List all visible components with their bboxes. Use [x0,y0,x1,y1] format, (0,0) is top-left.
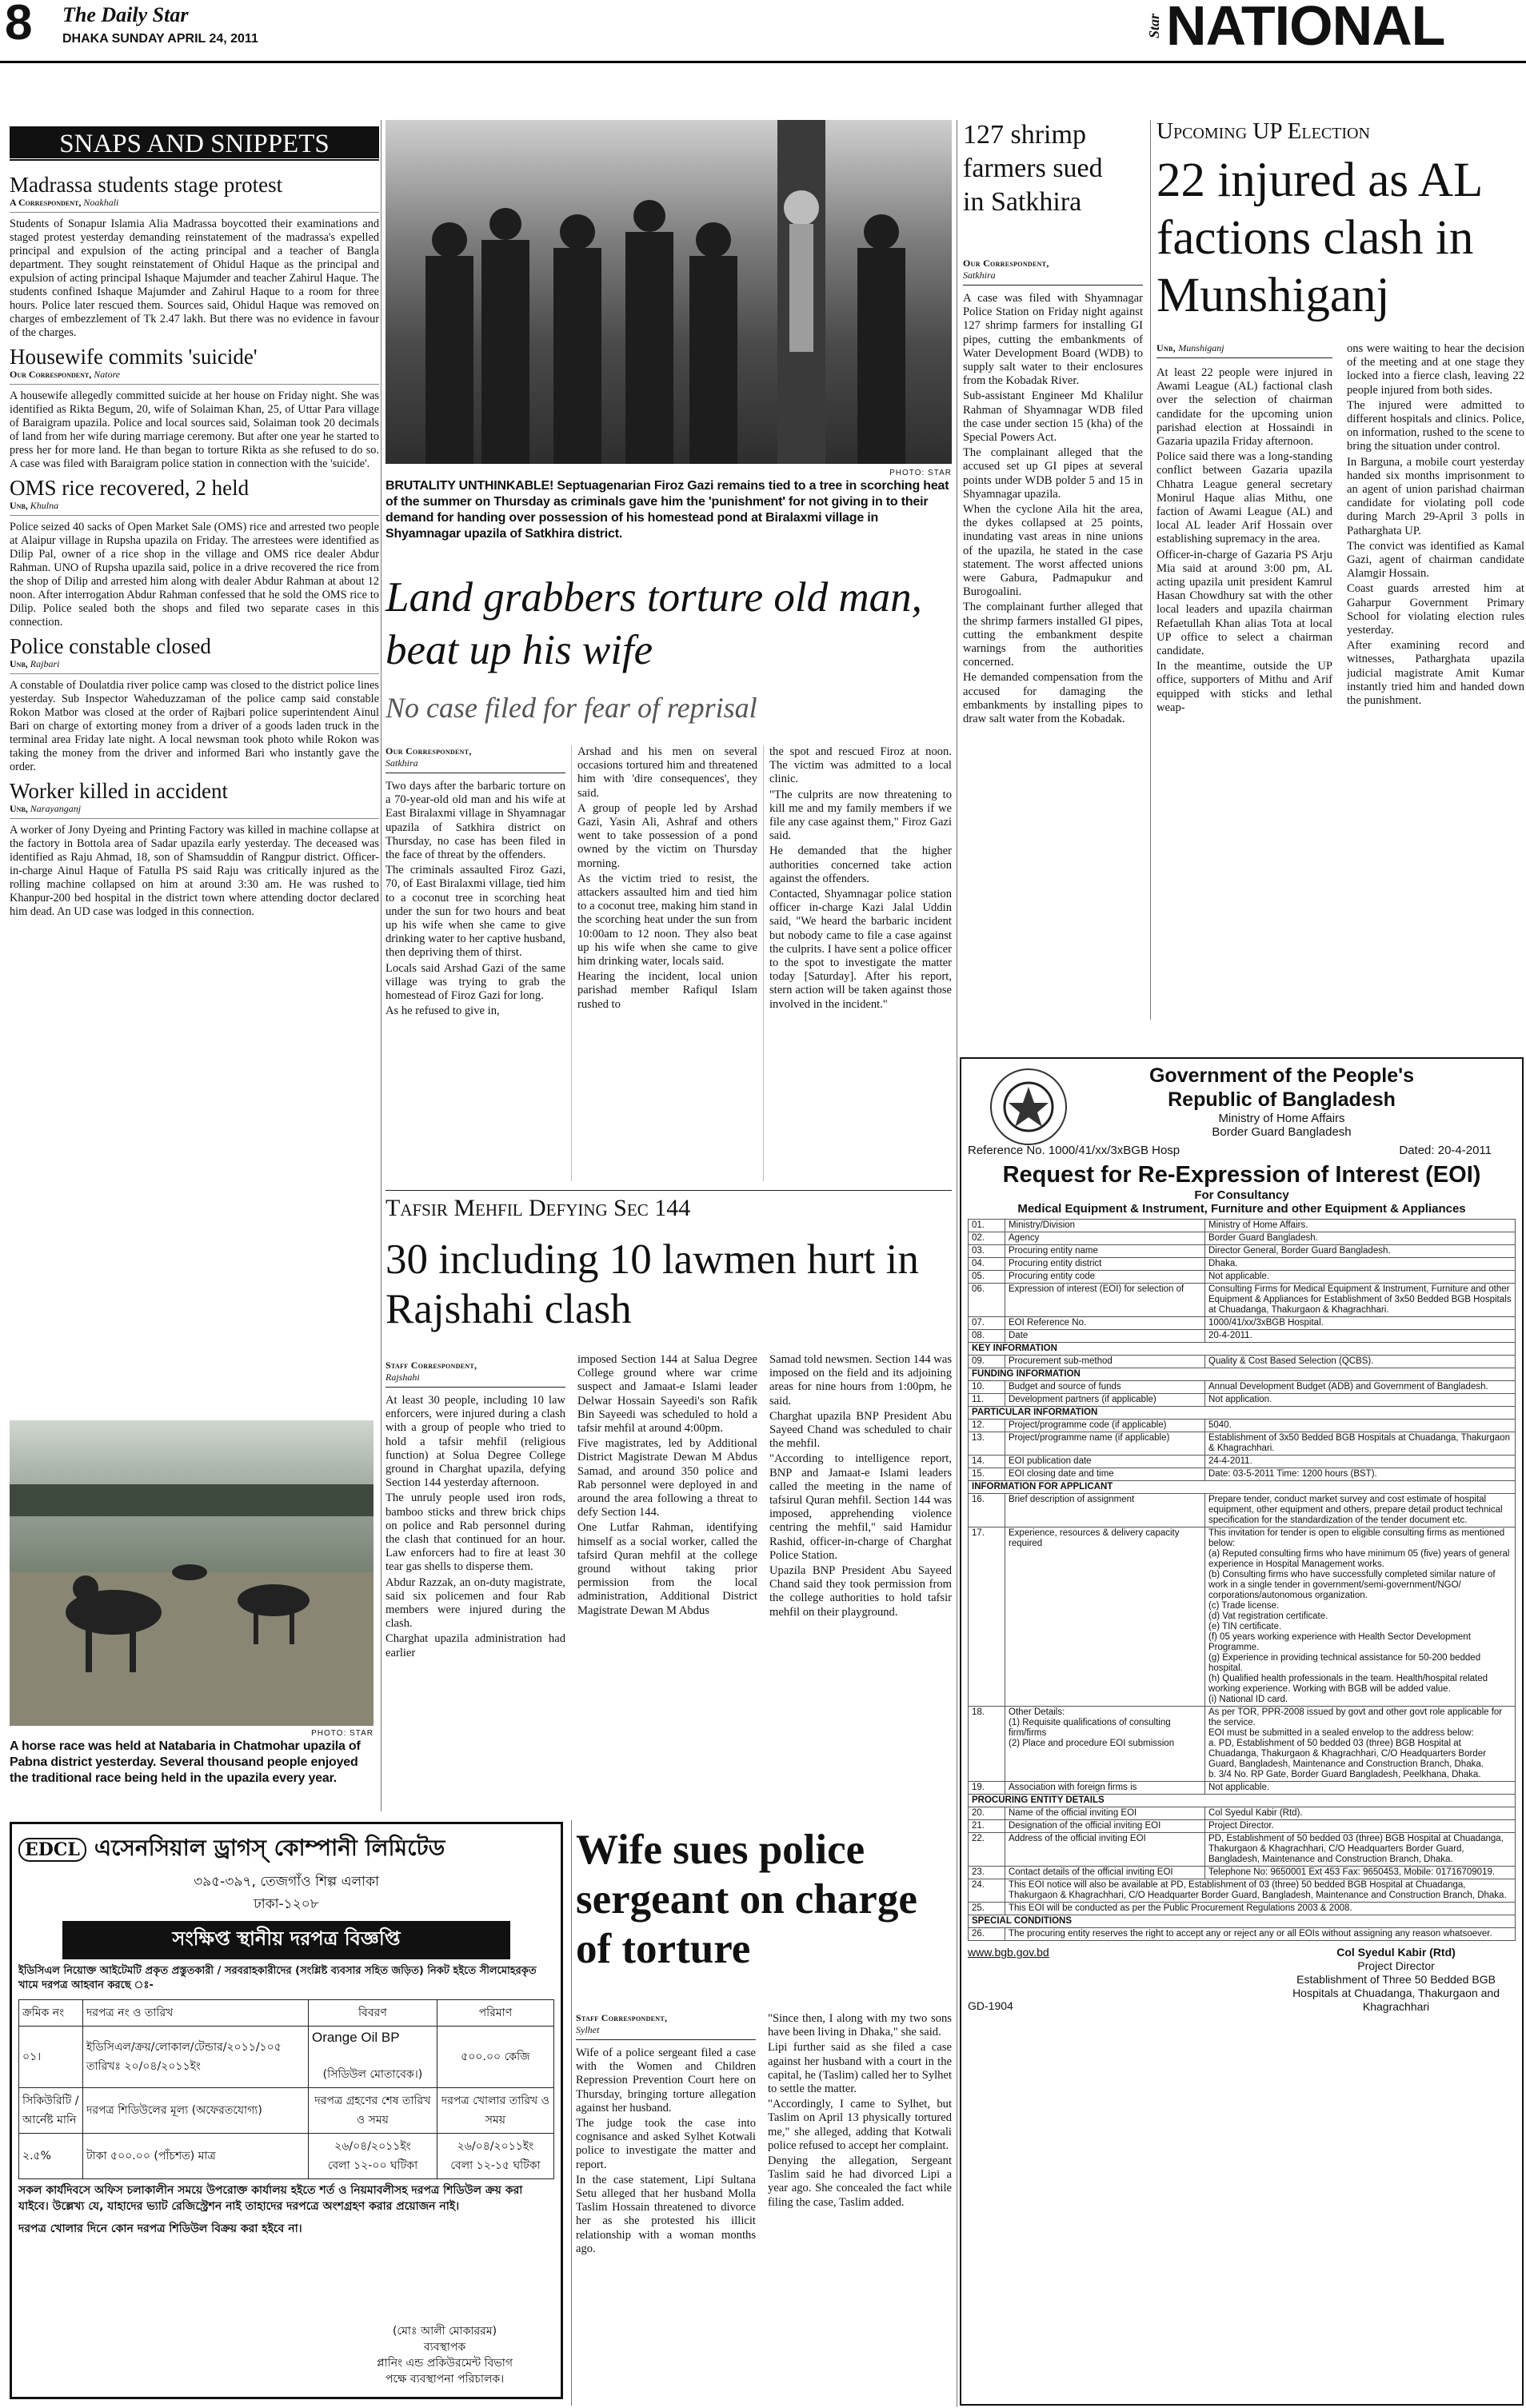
story-para: The injured were admitted to different hospitals and clinics. Police, on information, rushed to the scene to bring the situation under control. [1347,398,1524,453]
gov-line-2: Republic of Bangladesh [1168,1088,1396,1111]
story-para: Hearing the incident, local union parishad member Rafiqul Islam rushed to [577,970,757,1011]
eoi-ad: Government of the People's Republic of Bangladesh Ministry of Home Affairs Border Guard Bangladesh Reference No. 1000/41/xx/3xBGB Hosp Dated: 20-4-2011 Request for Re-Expression of Interest (EOI) For Consultancy Medical Equipment & Instrument, Furniture and other Equipment & Appliances 01. Ministry/Division Ministry of Home Affairs. 02. Agency Border Guard Bangladesh. 03. Procuring entity name Director General, Border Guard Bangladesh. 04. Procuring entity district Dhaka. 05. Procuring entity code Not applicable. 06. Expression of interest (EOI) for selection of Consulting Firms for Medical Equipment & Instrument, Furniture and other Equipment & Appliances for Establishment of 3x50 Bedded BGB Hospitals at Chuadanga, Thakurgaon & Khagrachhari. 07. EOI Reference No. 1000/41/xx/3xBGB Hospital. 08. Date 20-4-2011. KEY INFORMATION 09. Procurement sub-method Quality & Cost Based Selection (QCBS). FUNDING INFORMATION 10. Budget and source of funds Annual Development Budget (ADB) and Government of Bangladesh. 11. Development partners (if applicable) Not application. PARTICULAR INFORMATION 12. Project/programme code (if applicable) 5040. 13. Project/programme name (if applicable) Establishment of 3x50 Bedded BGB Hospitals at Chuadanga, Thakurgaon & Khagrachhari. 14. EOI publication date 24-4-2011. 15. EOI closing date and time Date: 03-5-2011 Time: 1200 hours (BST). INFORMATION FOR APPLICANT 16. Brief description of assignment Prepare tender, conduct market survey and cost estimate of hospital equipment, other equipment and others, prepare detail product technical specification for the standardization of the tender document etc. 17. Experience, resources & delivery capacity required This invitation for tender is open to eligible consulting firms as mentioned below: (a) Reputed consulting firms who have minimum 05 (five) years of general experience in Hospital Management works. (b) Consulting firms who have successfully completed similar nature of work in a single tender in government/semi-government/NGO/ corporations/autonomous organization. (c) Trade license. (d) Vat registration certificate. (e) TIN certificate. (f) 05 years working experience with Health Sector Development Programme. (g) Experience in providing technical assistance for 50-200 bedded hospital. (h) Qualified health professionals in the team. Health/hospital related working experience. Working with BGB will be added value. (i) National ID card. 18. Other Details: (1) Requisite qualifications of consulting firm/firms (2) Place and procedure EOI submission As per TOR, PPR-2008 issued by govt and other govt role applicable for the service. EOI must be submitted in a sealed envelop to the address below: a. PD, Establishment of 50 bedded 03 (three) BGB Hospital at Chuadanga, Thakurgaon & Khagrachhari, C/O Headquarters Border Guard, Bangladesh, Maintenance and Construction Branch, Dhaka. b. 3/4 No. RP Gate, Border Guard Bangladesh, Peelkhana, Dhaka. 19. Association with foreign firms is Not applicable. PROCURING ENTITY DETAILS 20. Name of the official inviting EOI Col Syedul Kabir (Rtd). 21. Designation of the official inviting EOI Project Director. 22. Address of the official inviting EOI PD, Establishment of 50 bedded 03 (three) BGB Hospital at Chuadanga, Thakurgaon & Khagrachhari, C/O Headquarters Border Guard, Bangladesh, Maintenance and Construction Branch, Dhaka. 23. Contact details of the official inviting EOI Telephone No: 9650001 Ext 453 Fax: 9650453, Mobile: 01716709019. 24. This EOI notice will also be available at PD, Establishment of 03 (three) 50 bedded BGB Hospital at Chuadanga, Thakurgaon & Khagrachhari, C/O Headquarter Border Guard, Bangladesh, Maintenance and Construction Branch, Dhaka. 25. This EOI will be conducted as per the Public Procurement Regulations 2003 & 2008. SPECIAL CONDITIONS 26. The procuring entity reserves the right to accept any or reject any or all EOIs without assigning any reason whatsoever. www.bgb.gov.bd GD-1904 Col Syedul Kabir (Rtd) Project Director Establishment of Three 50 Bedded BGB Hospitals at Chuadanga, Thakurgaon and Khagrachhari [960,1057,1524,2406]
tender-note2: দরপত্র খোলার দিনে কোন দরপত্র শিডিউল বিক্রয় করা হইবে না। [18,2222,302,2235]
story-para: Five magistrates, led by Additional District Magistrate Dewan M Abdus Samad, and around 350 police and Rab personnel were deployed in and around the area following a threat to defy Section 144. [577,1437,757,1519]
story-para: In the meantime, outside the UP office, supporters of Mithu and Arif equipped with sticks and lethal weap- [1156,660,1332,714]
snap-body: Students of Sonapur Islamia Alia Madrassa boycotted their examinations and staged protest yesterday demanding reinstatement of the madrassa's expelled principal and expulsion of the acting principal and a teacher of Bangla department. They sought reinstatement of Ohidul Haque as the principal and expulsion of acting principal Ishaque Majumder and teacher Zahirul Haque. The students confined Ishaque Majumder and Zahirul Haque to a room for three hours. Police later rescued them. Sources said, Ohidul Haque was removed on charges of embezzlement of Tk 2.47 lakh. But there was no evidence in favour of the charges. [10,218,379,339]
snaps-column [10,126,379,1410]
eoi-title: Request for Re-Expression of Interest (EOI) [1002,1162,1481,1188]
company-name: এসেনসিয়াল ড্রাগস্ কোম্পানী লিমিটেড [94,1835,445,1861]
eoi-row: 23. Contact details of the official inviting EOI Telephone No: 9650001 Ext 453 Fax: 9650453, Mobile: 01716709019. [969,1867,1516,1879]
story-para: The criminals assaulted Firoz Gazi, 70, of East Biralaxmi village, tied him to a coconut tree in scorching heat under the sun for two hours and beat up his wife when she came to give drinking water to her captive husband, then depriving them of thirst. [385,864,565,960]
section-title: NATIONAL [1166,0,1445,57]
story-para: One Lutfar Rahman, identifying himself as a social worker, called the tafsird Quran mehfil at the college ground without taking prior permission from the local administration, Additional District Magistrate Dewan M Abdus [577,1521,757,1617]
snap-body: A constable of Doulatdia river police camp was closed to the district police lines yesterday. Sub Inspector Waheduzzaman of the police camp said constable Rokon Matbor was closed at the order of Rajbari police superintendent Ainul Bari on charge of extorting money from a driver of a goods laden truck in the terminal area Friday late night. A local newsman took photo while Rokon was taking the money from the driver and informed Bari who instantly gave the order. [10,679,379,773]
eoi-section-row: FUNDING INFORMATION [969,1368,1516,1381]
ad-code: GD-1904 [968,1999,1013,2012]
story-para: imposed Section 144 at Salua Degree College ground where war crime suspect and Jamaat-e Islami leader Delwar Hossain Sayeedi's son Rafik Bin Sayeedi was scheduled to hold a tafsir mehfil at around 4:00pm. [577,1353,757,1436]
eoi-row: 20. Name of the official inviting EOI Col Syedul Kabir (Rtd). [969,1807,1516,1820]
tafsir-kicker: Tafsir Mehfil Defying Sec 144 [385,1195,691,1221]
story-para: In Barguna, a mobile court yesterday handed six months imprisonment to an agent of union parishad chairman candidate for violating poll code during March 29-April 3 polls in Patharghata UP. [1347,455,1524,537]
story-para: When the cyclone Aila hit the area, the dykes collapsed at 25 points, inundating vast areas in nine unions of the upazila, he stated in the case statement. The worst affected unions were Gabura, Padmapukur and Burogoalini. [963,503,1143,599]
story-para: Contacted, Shyamnagar police station officer in-charge Kazi Jalal Uddin said, "We heard the barbaric incident but nobody came to file a case against the culprits. I have sent a police officer to the spot to investigate the matter today [Saturday]. After his report, stern action will be taken against those involved in the incident." [769,888,952,1011]
land-col-2 [577,745,757,1209]
story-para: Lipi further said as she filed a case against her husband with a court in the capital, he (Taslim) called her to Sylhet to settle the matter. [768,2041,952,2096]
story-para: Arshad and his men on several occasions tortured him and threatened him with 'dire consequences', they said. [577,745,757,800]
eoi-row: 13. Project/programme name (if applicable) Establishment of 3x50 Bedded BGB Hospitals at Chuadanga, Thakurgaon & Khagrachhari. [969,1432,1516,1456]
edcl-logo: EDCL [18,1838,86,1862]
eoi-section-row: KEY INFORMATION [969,1343,1516,1356]
address-line-2: ঢাকা-১২০৮ [254,1896,319,1912]
story-para: "The culprits are now threatening to kill me and my family members if we file any case against them," Firoz Gazi said. [769,788,952,843]
story-para: After examining record and witnesses, Patharghata upazila judicial magistrate Amit Kumar instantly tried him and handed down the punishment. [1347,639,1524,708]
story-para: The unruly people used iron rods, bamboo sticks and threw brick chips on police and Rab personnel during the clash that continued for an hour. Law enforcers had to fire at least 30 tear gas shells to disperse them. [385,1492,565,1574]
snap-headline: Housewife commits 'suicide' [10,345,258,369]
page-number: 8 [5,0,33,50]
horse-race-caption: A horse race was held at Natabaria in Chatmohar upazila of Pabna district yesterday. Several thousand people enjoyed the traditional race being held in the upazila every year. [10,1739,361,1785]
wife-sues-headline: Wife sues police sergeant on charge of torture [576,1827,917,1972]
story-para: The complainant alleged that the accused set up GI pipes at several points under WDB polder 5 and 15 in Shyamnagar upazila. [963,446,1143,501]
snap-headline: OMS rice recovered, 2 held [10,476,250,500]
eoi-section-row: INFORMATION FOR APPLICANT [969,1481,1516,1494]
brutality-photo [385,120,952,464]
tender-signature: (মোঃ আলী মোকাররম) ব্যবস্থাপক প্লানিং এন্ড প্রকিউরমেন্ট বিভাগ পক্ষে ব্যবস্থাপনা পরিচালক। [377,2325,513,2386]
eoi-for: For Consultancy [1194,1188,1289,1202]
shrimp-col: Our Correspondent, Satkhira A case was filed with Shyamnagar Police Station on Friday night against 127 shrimp farmers for installing GI pipes, cutting the embankments of Water Development Board (WDB) to supply salt water to their enclosures from the Kobadak River. Sub-assistant Engineer Md Khalilur Rahman of Shyamnagar WDB filed the case under section 15 (kha) of the Special Powers Act. The complainant alleged that the accused set up GI pipes at several points under WDB polder 5 and 15 in Shyamnagar upazila. When the cyclone Aila hit the area, the dykes collapsed at 25 points, inundating vast areas in nine unions of the upazila, he stated in the case statement. The worst affected unions were Gabura, Padmapukur and Burogoalini. The complainant further alleged that the shrimp farmers installed GI pipes, cutting the embankment despite warnings from the authorities concerned. He demanded compensation from the accused for damaging the embankments by installing pipes to draw salt water from the Kobadak. [963,258,1143,726]
gov-line-1: Government of the People's [1148,1064,1414,1087]
brutality-illustration [385,120,952,464]
tender-title: সংক্ষিপ্ত স্থানীয় দরপত্র বিজ্ঞপ্তি [62,1921,510,1959]
eoi-row: 18. Other Details: (1) Requisite qualifications of consulting firm/firms (2) Place and procedure EOI submission As per TOR, PPR-2008 issued by govt and other govt role applicable for the service. EOI must be submitted in a sealed envelop to the address below: a. PD, Establishment of 50 bedded 03 (three) BGB Hospital at Chuadanga, Thakurgaon & Khagrachhari, C/O Headquarters Border Guard, Bangladesh, Maintenance and Construction Branch, Dhaka. b. 3/4 No. RP Gate, Border Guard Bangladesh, Peelkhana, Dhaka. [969,1707,1516,1782]
tender-intro: ইডিসিএল নিয়োক্ত আইটেমটি প্রকৃত প্রস্তুতকারী / সরবরাহকারীদের (সংশ্লিষ্ট ব্যবসার সহিত জড়িত) নিকট হইতে সীলমোহরকৃত খামে দরপত্র আহবান করছে ঃ- [18,1965,537,1991]
story-para: the spot and rescued Firoz at noon. The victim was admitted to a local clinic. [769,745,952,786]
story-para: "Since then, I along with my two sons have been living in Dhaka," she said. [768,2012,952,2039]
eoi-row: 02. Agency Border Guard Bangladesh. [969,1232,1516,1245]
story-para: The convict was identified as Kamal Gazi, agent of chairman candidate Alamgir Hossain. [1347,539,1524,581]
eoi-row: 25. This EOI will be conducted as per the Public Procurement Regulations 2003 & 2008. [969,1903,1516,1915]
masthead-rule [0,61,1526,63]
horse-race-photo [10,1420,374,1726]
story-para: At least 22 people were injured in Awami League (AL) factional clash over the selection of chairman candidate for the upcoming union parishad election at Hossaindi in Gazaria upazila Friday afternoon. [1156,366,1332,449]
snap-item: Worker killed in accident Unb, Narayanganj A worker of Jony Dyeing and Printing Factory was killed in machine collapse at the factory in Bottola area of Sadar upazila early yesterday. The deceased was identified as Raju Ahmad, 18, son of Shamsuddin of Rangpur district. Officer-in-charge Ainul Haque of Fatulla PS said Raju was critically injured as the rolling machine collapsed on him at around 3:30 am. He was rushed to Khanpur-200 bed hospital in the district town where attending doctor declared him dead. An UD case was lodged in this connection. [10,779,379,918]
snap-headline: Police constable closed [10,634,211,658]
paper-name: The Daily Star [62,3,189,26]
tender-table: ক্রমিক নং দরপত্র নং ও তারিখ বিবরণ পরিমাণ ০১। ইডিসিএল/ক্রয়/লোকাল/টেন্ডার/২০১১/১০৫ তারিখঃ ২০/০৪/২০১১ইং Orange Oil BP (সিডিউল মোতাবেক।) ৫০০.০০ কেজি সিকিউরিটি / আর্নেষ্ট মানি দরপত্র শিডিউলের মূল্য (অফেরতযোগ্য) দরপত্র গ্রহণের শেষ তারিখ ও সময় দরপত্র খোলার তারিখ ও সময় ২.৫% টাকা ৫০০.০০ (পাঁচশত) মাত্র ২৬/০৪/২০১১ইং বেলা ১২-০০ ঘটিকা ২৬/০৪/২০১১ইং বেলা ১২-১৫ ঘটিকা [18,1999,554,2179]
website-link[interactable]: www.bgb.gov.bd [968,1946,1049,1959]
tafsir-col-3 [769,1353,952,1811]
story-para: He demanded that the higher authorities concerned take action against the offenders. [769,845,952,885]
eoi-row: 06. Expression of interest (EOI) for selection of Consulting Firms for Medical Equipment & Instrument, Furniture and other Equipment & Appliances for Establishment of 3x50 Bedded BGB Hospitals at Chuadanga, Thakurgaon & Khagrachhari. [969,1284,1516,1317]
story-para: "According to intelligence report, BNP and Jamaat-e Islami leaders called the meeting in the name of tafsirul Quran mehfil. Section 144 was imposed, apprehending violence centring the mehfil," said Hamidur Rashid, officer-in-charge of Charghat Police Station. [769,1452,952,1562]
bangla-tender-ad [10,1822,563,2399]
story-para: Denying the allegation, Sergeant Taslim said he had divorced Lipi a year ago. She concealed the fact while filing the case, Taslim added. [768,2154,952,2209]
eoi-section-row: SPECIAL CONDITIONS [969,1915,1516,1928]
eoi-row: 22. Address of the official inviting EOI PD, Establishment of 50 bedded 03 (three) BGB Hospital at Chuadanga, Thakurgaon & Khagrachhari, C/O Headquarters Border Guard, Bangladesh, Maintenance and Construction Branch, Dhaka. [969,1833,1516,1867]
story-para: A group of people led by Arshad Gazi, Yasin Ali, Ashraf and others went to take possession of a pond owned by the victim on Thursday morning. [577,801,757,870]
snap-headline: Worker killed in accident [10,779,228,803]
story-para: In the case statement, Lipi Sultana Setu alleged that her husband Molla Taslim Hossain threatened to divorce her as she protested his illicit relationship with a woman months ago. [576,2173,756,2255]
tafsir-headline: 30 including 10 lawmen hurt in Rajshahi clash [385,1236,919,1332]
eoi-row: 11. Development partners (if applicable) Not application. [969,1394,1516,1407]
photo-credit: PHOTO: STAR [889,469,952,477]
story-para: Charghat upazila administration had earlier [385,1632,565,1659]
eoi-section-row: PARTICULAR INFORMATION [969,1407,1516,1420]
snap-body: Police seized 40 sacks of Open Market Sale (OMS) rice and arrested two people at Alaipur village in Rupsha upazila on Friday. The arrestees were identified as Dilip Pal, owner of a rice shop in the village and OMS rice dealer Abdur Rahman. UNO of Rupsha upazila said, police in a drive recovered the rice from the shop of Dilip and arrested him along with dealer Abdur Rahman at about 12 noon. After interrogation Abdur Rahman confessed that he sold the OMS rice to Dilip. Police sealed both the shops and filed two separate cases in this connection. [10,521,379,629]
snap-headline: Madrassa students stage protest [10,173,283,197]
land-grabbers-subhead: No case filed for fear of reprisal [385,692,757,724]
eoi-row: 07. EOI Reference No. 1000/41/xx/3xBGB Hospital. [969,1317,1516,1330]
story-para: Officer-in-charge of Gazaria PS Arju Mia said at around 3:00 pm, AL acting upazila unit president Kamrul Hasan Chowdhury sat with the other local leaders and upazila chairman Refaetullah Khan alias Tota at local UP office to select a chairman candidate. [1156,548,1332,658]
tafsir-col-1: Staff Correspondent, Rajshahi At least 30 people, including 10 law enforcers, were injured during a clash with a group of people who tried to hold a tafsir mehfil (religious function) at Solua Degree College ground in Charghat upazila, defying Section 144 yesterday afternoon. The unruly people used iron rods, bamboo sticks and threw brick chips on police and Rab personnel during the clash that continued for an hour. Law enforcers had to fire at least 30 tear gas shells to disperse them. Abdur Razzak, an on-duty magistrate, said six policemen and four Rab members were injured during the clash. Charghat upazila administration had earlier [385,1360,565,1659]
snaps-banner: SNAPS AND SNIPPETS [10,126,379,162]
tender-notes: সকল কার্যদিবসে অফিস চলাকালীন সময়ে উপরোক্ত কার্যালয় হইতে শর্ত ও নিয়মাবলীসহ দরপত্র শিডিউল ক্রয় করা যাইবে। উল্লেখ্য যে, যাহাদের ভ্যাট রেজিস্ট্রেশন নাই তাহাদের দরপত্রে অংশগ্রহণ করার প্রয়োজন নাই। [18,2184,523,2213]
masthead [0,0,1526,62]
section-star: Star [1146,13,1163,39]
story-para: Police said there was a long-standing conflict between Gazaria upazila Chhatra League general secretary Monirul Haque alias Mithu, one faction of Awami League (AL) and local AL leader Arif Hossain over establishing supremacy in the area. [1156,450,1332,546]
eoi-row: 15. EOI closing date and time Date: 03-5-2011 Time: 1200 hours (BST). [969,1468,1516,1481]
shrimp-headline: 127 shrimp farmers sued in Satkhira [963,120,1103,217]
story-para: Charghat upazila BNP President Abu Sayeed Chand was scheduled to chair the mehfil. [769,1409,952,1451]
eoi-row: 01. Ministry/Division Ministry of Home Affairs. [969,1220,1516,1232]
snap-item: Madrassa students stage protest A Correspondent, Noakhali Students of Sonapur Islamia Alia Madrassa boycotted their examinations and staged protest yesterday demanding reinstatement of the madrassa's expelled principal and expulsion of the acting principal and a teacher of Bangla department. They sought reinstatement of Ohidul Haque as the principal and expulsion of acting principal Ishaque Majumder and teacher Zahirul Haque. The students confined Ishaque Majumder and Zahirul Haque to a room for three hours. Police later rescued them. Sources said, Ohidul Haque was removed on charges of embezzlement of Tk 2.47 lakh. But there was no evidence in favour of the charges. [10,173,379,339]
eoi-row: 03. Procuring entity name Director General, Border Guard Bangladesh. [969,1245,1516,1258]
brutality-caption: BRUTALITY UNTHINKABLE! Septuagenarian Firoz Gazi remains tied to a tree in scorching heat of the summer on Thursday as criminals gave him the 'punishment' for not giving in to their demand for handing over possession of his homestead pond at Biralaxmi village in Shyamnagar upazila of Satkhira district. [385,479,949,541]
up-col-1: Unb, Munshiganj At least 22 people were injured in Awami League (AL) factional clash over the selection of chairman candidate for the upcoming union parishad election at Hossaindi in Gazaria upazila Friday afternoon. Police said there was a long-standing conflict between Gazaria upazila Chhatra League general secretary Monirul Haque alias Mithu, one faction of Awami League (AL) and local AL leader Arif Hossain over establishing supremacy in the area. Officer-in-charge of Gazaria PS Arju Mia said at around 3:00 pm, AL acting upazila unit president Kamrul Hasan Chowdhury sat with the other local leaders and upazila chairman Refaetullah Khan alias Tota at local UP office to select a chairman candidate. In the meantime, outside the UP office, supporters of Mithu and Arif equipped with sticks and lethal weap- [1156,342,1332,714]
story-para: The complainant further alleged that the shrimp farmers installed GI pipes, cutting the embankment despite warnings from the authorities concerned. [963,601,1143,669]
story-para: Locals said Arshad Gazi of the same village was trying to grab the homestead of Firoz Gazi for long. [385,961,565,1003]
land-grabbers-headline: Land grabbers torture old man, beat up his wife [385,574,922,673]
land-col-3 [769,745,952,1209]
wife-col-2 [768,2012,952,2404]
eoi-row: 05. Procuring entity code Not applicable. [969,1271,1516,1284]
up-election-headline: 22 injured as AL factions clash in Munshiganj [1156,154,1482,322]
agency: Border Guard Bangladesh [1212,1125,1352,1139]
eoi-row: 16. Brief description of assignment Prepare tender, conduct market survey and cost estimate of hospital equipment, other equipment and others, prepare detail product technical specification for the standardization of the tender document etc. [969,1494,1516,1527]
eoi-row: 19. Association with foreign firms is Not applicable. [969,1782,1516,1795]
eoi-table [968,1219,1516,1941]
snap-body: A worker of Jony Dyeing and Printing Factory was killed in machine collapse at the factory in Bottola area of Sadar upazila early yesterday. The deceased was identified as Raju Ahmad, 18, son of Shamsuddin of Rangpur district. Officer-in-charge Ainul Haque of Fatulla PS said Raju was critically injured as the rolling machine collapsed on him at around 3:30 am. He was rushed to Khanpur-200 bed hospital in the district town where attending doctor declared him dead. An UD case was lodged in this connection. [10,824,379,918]
up-election-kicker: Upcoming UP Election [1156,118,1370,144]
ministry: Ministry of Home Affairs [1218,1112,1345,1125]
eoi-row: 21. Designation of the official inviting EOI Project Director. [969,1820,1516,1833]
land-col-1: Our Correspondent, Satkhira Two days after the barbaric torture on a 70-year-old old man and his wife at East Biralaxmi village in Shyamnagar upazila of Satkhira district on Thursday, no case has been filed in the face of threat by the offenders. The criminals assaulted Firoz Gazi, 70, of East Biralaxmi village, tied him to a coconut tree in scorching heat under the sun for two hours and beat up his wife when she came to give drinking water to her captive husband, then depriving them of thirst. Locals said Arshad Gazi of the same village was trying to grab the homestead of Firoz Gazi for long. As he refused to give in, [385,745,565,1018]
eoi-row: 10. Budget and source of funds Annual Development Budget (ADB) and Government of Bangladesh. [969,1381,1516,1394]
eoi-row: 09. Procurement sub-method Quality & Cost Based Selection (QCBS). [969,1356,1516,1368]
eoi-row: 26. The procuring entity reserves the right to accept any or reject any or all EOIs without assigning any reason whatsoever. [969,1928,1516,1941]
snap-body: A housewife allegedly committed suicide at her house on Friday night. She was identified as Rikta Begum, 20, wife of Solaiman Khan, 25, of Uttar Para village of Baraigram upazila. Police and local sources said, Solaiman took 20 decimals of land from her wife during marriage ceremony. But after one year he started to press her for more land. He than began to torture Rikta as she refused to do so. A case was filed with Baraigram police station in connection with the 'suicide'. [10,389,379,470]
story-para: Wife of a police sergeant filed a case with the Women and Children Repression Prevention Court here on Thursday, bringing torture allegation against her husband. [576,2047,756,2114]
eoi-row: 24. This EOI notice will also be available at PD, Establishment of 03 (three) 50 bedded BGB Hospital at Chuadanga, Thakurgaon & Khagrachhari, C/O Headquarter Border Guard, Bangladesh, Maintenance and Construction Branch, Dhaka. [969,1879,1516,1903]
story-para: ons were waiting to hear the decision of the meeting and at one stage they locked into a fierce clash, leaving 22 people injured from both sides. [1347,342,1524,397]
story-para: Abdur Razzak, an on-duty magistrate, said six policemen and four Rab members were injured during the clash. [385,1575,565,1631]
eoi-row: 17. Experience, resources & delivery capacity required This invitation for tender is open to eligible consulting firms as mentioned below: (a) Reputed consulting firms who have minimum 05 (five) years of general experience in Hospital Management works. (b) Consulting firms who have successfully completed similar nature of work in a single tender in government/semi-government/NGO/ corporations/autonomous organization. (c) Trade license. (d) Vat registration certificate. (e) TIN certificate. (f) 05 years working experience with Health Sector Development Programme. (g) Experience in providing technical assistance for 50-200 bedded hospital. (h) Qualified health professionals in the team. Health/hospital related working experience. Working with BGB will be added value. (i) National ID card. [969,1527,1516,1707]
eoi-row: 08. Date 20-4-2011. [969,1330,1516,1343]
dateline: DHAKA SUNDAY APRIL 24, 2011 [62,32,258,46]
address-line-1: ৩৯৫-৩৯৭, তেজগাঁও শিল্প এলাকা [194,1874,379,1890]
story-para: As the victim tried to resist, the attackers assaulted him and tied him to a coconut tree, making him stand in the scorching heat under the sun from 10:00am to 12 noon. They also beat up his wife when she came to give him drinking water, locals said. [577,872,757,968]
story-para: Coast guards arrested him at Gaharpur Government Primary School for violating election rules yesterday. [1347,582,1524,637]
snap-item: Police constable closed Unb, Rajbari A constable of Doulatdia river police camp was closed to the district police lines yesterday. Sub Inspector Waheduzzaman of the police camp said constable Rokon Matbor was closed at the order of Rajbari police superintendent Ainul Bari on charge of extorting money from a driver of a goods laden truck in the terminal area Friday late night. A local newsman took photo while Rokon was taking the money from the driver and informed Bari who instantly gave the order. [10,634,379,773]
story-para: "Accordingly, I came to Sylhet, but Taslim on April 13 physically tortured me," she alleged, adding that Kotwali police refused to accept her complaint. [768,2098,952,2152]
eoi-row: 14. EOI publication date 24-4-2011. [969,1456,1516,1468]
story-para: Sub-assistant Engineer Md Khalilur Rahman of Shyamnagar WDB filed the case under section 15 (kha) of the Special Powers Act. [963,389,1143,445]
bgb-emblem-icon [1001,1079,1057,1135]
eoi-subtitle: Medical Equipment & Instrument, Furniture and other Equipment & Appliances [1017,1202,1466,1216]
up-col-2 [1347,342,1524,1022]
reference-no: Reference No. 1000/41/xx/3xBGB Hosp [968,1144,1180,1157]
eoi-row: 04. Procuring entity district Dhaka. [969,1258,1516,1271]
wife-col-1: Staff Correspondent, Sylhet Wife of a police sergeant filed a case with the Women and Children Repression Prevention Court here on Thursday, bringing torture allegation against her husband. The judge took the case into cognisance and asked Sylhet Kotwali police to investigate the matter and report. In the case statement, Lipi Sultana Setu alleged that her husband Molla Taslim Hossain threatened to divorce her as she protested his illicit relationship with a woman months ago. [576,2012,756,2255]
tafsir-col-2 [577,1353,757,1811]
story-para: Samad told newsmen. Section 144 was imposed on the field and its adjoining areas for nine hours from 1:00pm, he said. [769,1353,952,1408]
story-para: A case was filed with Shyamnagar Police Station on Friday night against 127 shrimp farmers for installing GI pipes, cutting the embankments of Water Development Board (WDB) to supply salt water to their enclosures from the Kobadak River. [963,292,1143,388]
eoi-row: 12. Project/programme code (if applicable) 5040. [969,1420,1516,1432]
story-para: At least 30 people, including 10 law enforcers, were injured during a clash with a group of people who tried to hold a tafsir mehfil (religious function) at Solua Degree College ground in Charghat upazila, defying Section 144 yesterday afternoon. [385,1394,565,1490]
snap-item: OMS rice recovered, 2 held Unb, Khulna Police seized 40 sacks of Open Market Sale (OMS) rice and arrested two people at Alaipur village in Rupsha upazila on Friday. The arrestees were identified as Dilip Pal, owner of a rice shop in the village and OMS rice dealer Abdur Rahman. UNO of Rupsha upazila said, police in a drive recovered the rice from the shop of Dilip and arrested him along with dealer Abdur Rahman at about 12 noon. After interrogation Abdur Rahman confessed that he sold the OMS rice to Dilip. Police sealed both the shops and filed two separate cases in this connection. [10,476,379,629]
story-para: The judge took the case into cognisance and asked Sylhet Kotwali police to investigate the matter and report. [576,2117,756,2171]
dated: Dated: 20-4-2011 [1399,1144,1492,1157]
snap-item: Housewife commits 'suicide' Our Correspondent, Natore A housewife allegedly committed suicide at her house on Friday night. She was identified as Rikta Begum, 20, wife of Solaiman Khan, 25, of Uttar Para village of Baraigram upazila. Police and local sources said, Solaiman took 20 decimals of land from her wife during marriage ceremony. But after one year he started to press her for more land. He than began to torture Rikta as she refused to do so. A case was filed with Baraigram police station in connection with the 'suicide'. [10,345,379,470]
story-para: Two days after the barbaric torture on a 70-year-old old man and his wife at East Biralaxmi village in Shyamnagar upazila of Satkhira district on Thursday, no case has been filed in the face of threat by the offenders. [385,780,565,862]
story-para: As he refused to give in, [385,1004,500,1018]
horse-race-illustration [10,1420,374,1726]
photo-credit: PHOTO: STAR [311,1729,374,1738]
story-para: Upazila BNP President Abu Sayeed Chand said they took permission from the college authorities to hold tafsir mehfil on their playground. [769,1564,952,1619]
story-para: He demanded compensation from the accused for damaging the embankments by installing pipes to draw salt water from the Kobadak. [963,671,1143,726]
bgb-emblem [990,1068,1067,1145]
signatory-name: Col Syedul Kabir (Rtd) [1336,1946,1456,1959]
eoi-section-row: PROCURING ENTITY DETAILS [969,1795,1516,1807]
